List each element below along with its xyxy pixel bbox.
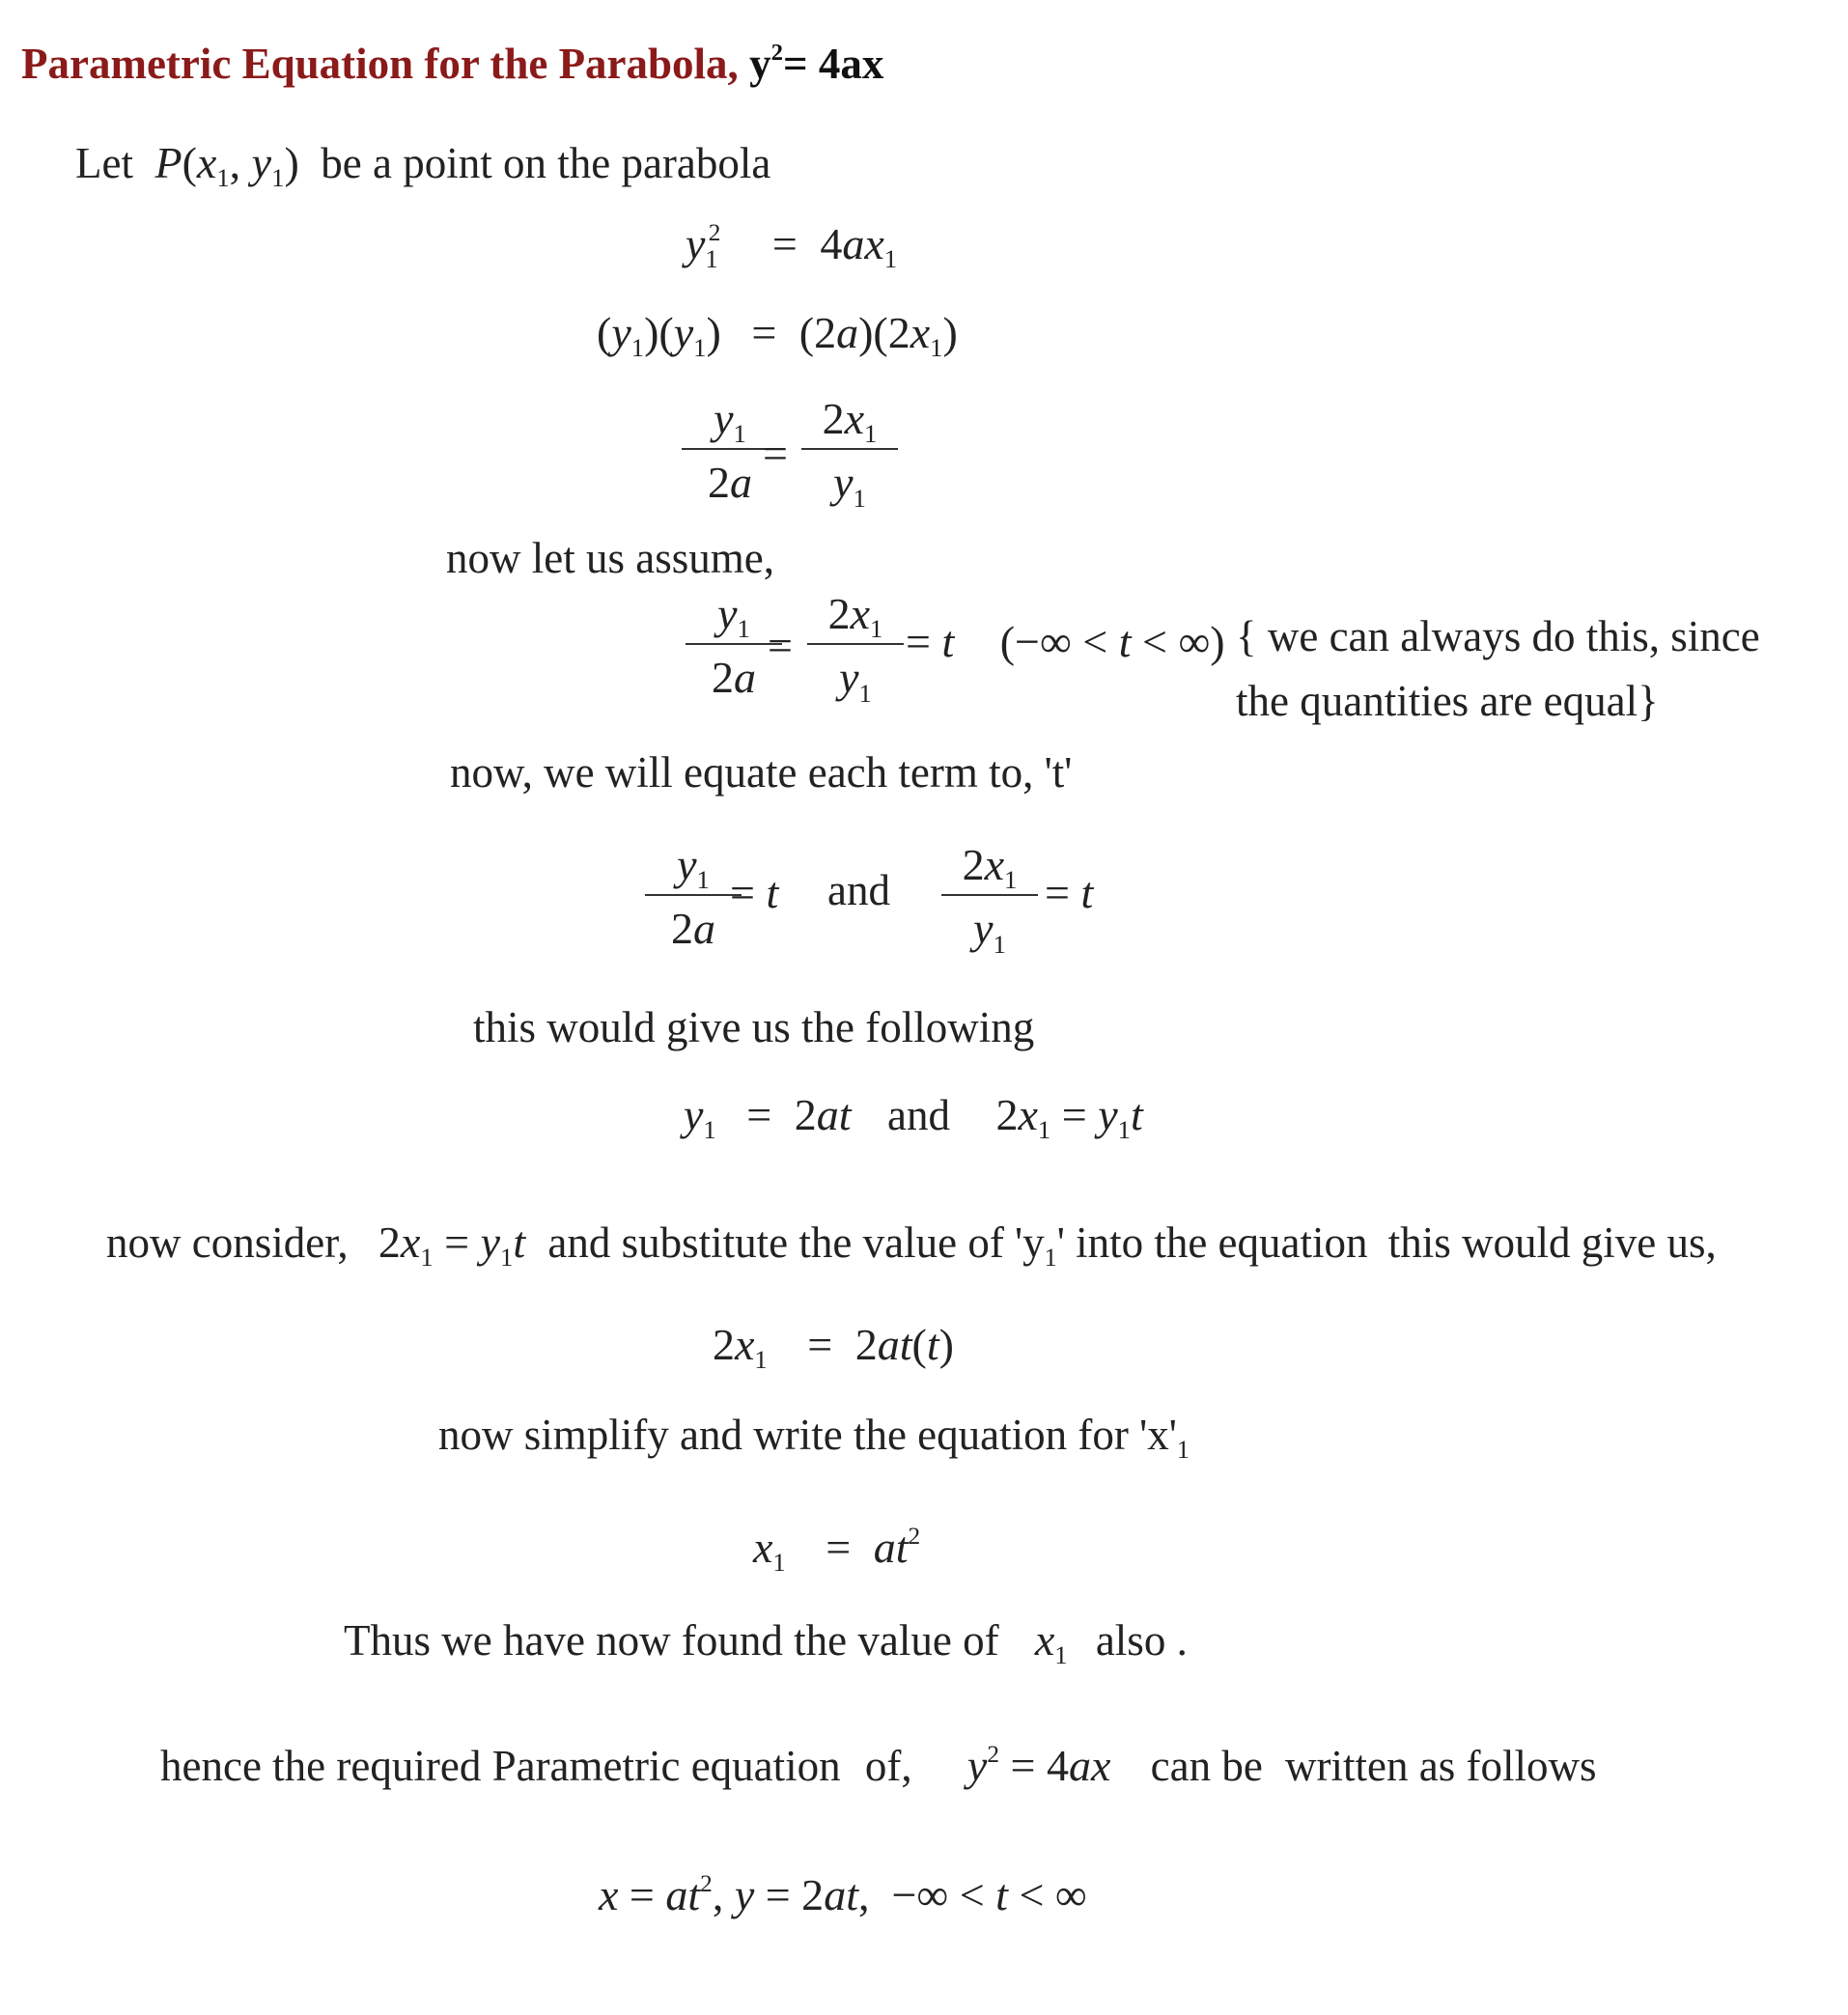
point-p: $P(x_1$, $y_1$) (154, 138, 299, 193)
consider-text: now consider, (106, 1218, 349, 1267)
equation-5-and: and (827, 866, 890, 914)
equation-4-range: = t (−∞ < t < ∞) (906, 617, 1225, 666)
intro-text: be a point on the parabola (321, 139, 771, 187)
equation-4-lhs: $\frac{y_1}{2a}$ (686, 591, 782, 702)
equation-8: $x_1 = at^2$ (753, 1523, 921, 1578)
equation-5-lhs: $\frac{y_1}{2a}$ (645, 842, 742, 953)
title-equation: $y^2= 4ax$ (749, 40, 884, 88)
substitute-text: and substitute the value of '$y_1$' into the equation (547, 1218, 1368, 1273)
equation-2: $(y_1)(y_1) = (2a)(2x_1)$ (597, 308, 958, 363)
equation-3-eq: = (763, 429, 788, 478)
assume-text: now let us assume, (446, 534, 774, 582)
equation-7: $2x_1 = 2at(t)$ (713, 1320, 954, 1375)
let-text: Let (75, 139, 133, 187)
equation-5-t1: = t (730, 868, 779, 917)
simplify-line: now simplify and write the equation for '$x'_1$ (438, 1411, 1190, 1465)
equation-6: $y_1 = 2at$ and $2x_1 = y_1t$ (684, 1090, 1143, 1145)
equation-4-eq: = (768, 621, 793, 670)
note-line-1: { we can always do this, since (1236, 612, 1760, 660)
equation-4-rhs: $\frac{2x_1}{y_1}$ (807, 591, 904, 702)
give-following-text: this would give us the following (473, 1003, 1035, 1051)
equation-1: $y_1^2 = 4ax_1$ (686, 219, 898, 274)
equation-3-rhs: $\frac{2x_1}{y_1}$ (801, 396, 898, 507)
hence-line: hence the required Parametric equation of, $y^2 = 4ax$ can be written as follows (160, 1741, 1597, 1790)
equation-5-rhs: $\frac{2x_1}{y_1}$ (941, 842, 1038, 953)
equate-text: now, we will equate each term to, 't' (450, 748, 1073, 797)
page-title (21, 39, 883, 89)
final-equation: $x = at^2$, y = 2at, −∞ < t < ∞ (599, 1870, 1087, 1919)
consider-line: now consider, $2x_1 = y_1t$ and substitute the value of '$y_1$' into the equation this would give us, (106, 1217, 1717, 1273)
note-line-2: the quantities are equal} (1236, 677, 1659, 725)
thus-line: Thus we have now found the value of $x_1$ also . (344, 1615, 1188, 1670)
give-us-text: this would give us, (1387, 1218, 1717, 1267)
title-text: Parametric Equation for the Parabola, (21, 40, 739, 88)
equation-5-t2: = t (1045, 868, 1094, 917)
equation-3-lhs: $\frac{y_1}{2a}$ (682, 396, 778, 507)
intro-line (75, 137, 771, 193)
